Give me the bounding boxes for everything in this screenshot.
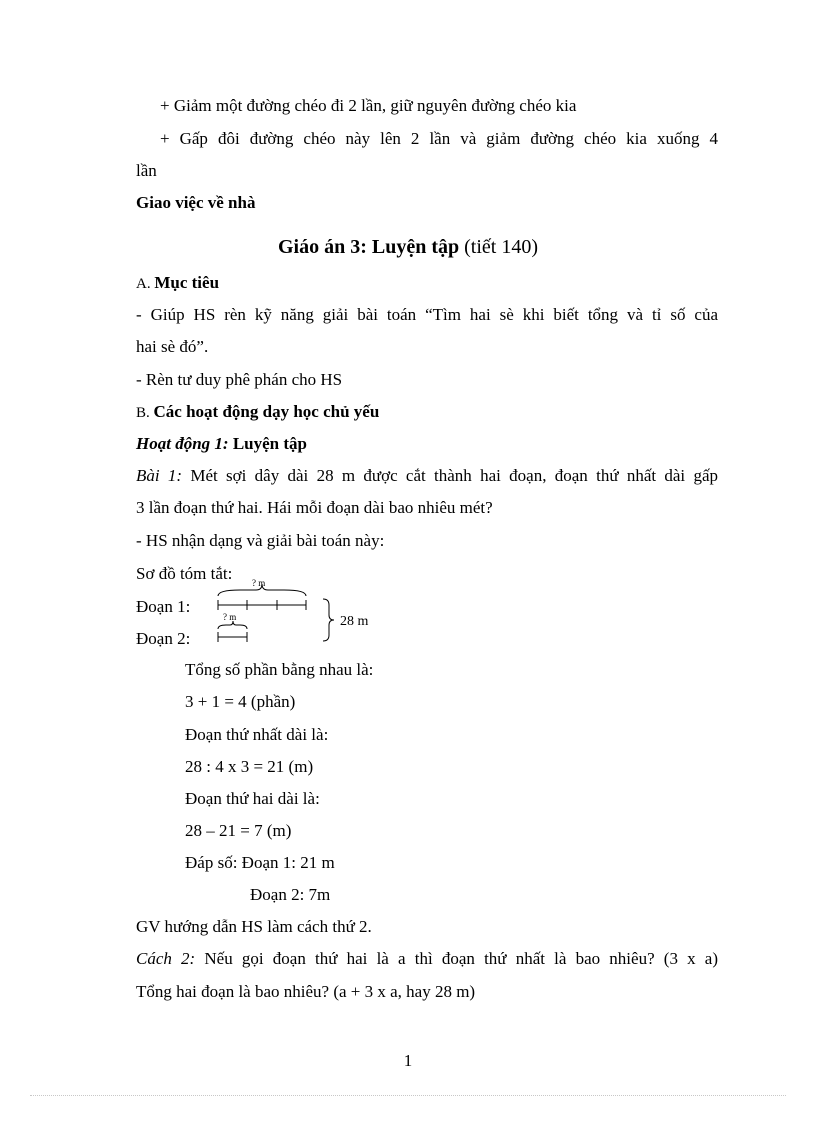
total-brace	[323, 599, 334, 641]
segment-1-brace	[218, 584, 306, 596]
section-a-title: Mục tiêu	[154, 273, 220, 292]
bullet-line-1: + Giảm một đường chéo đi 2 lần, giữ nguyên đường chéo kia	[160, 96, 577, 115]
bullet-line-2: + Gấp đôi đường chéo này lên 2 lần và giảm đường chéo kia xuống 4	[160, 129, 718, 148]
answer-line-2: Đoạn 2: 7m	[250, 885, 331, 904]
section-b-title: Các hoạt động dạy học chủ yếu	[153, 402, 380, 421]
lesson-title	[0, 234, 816, 260]
method-2-intro: GV hướng dẫn HS làm cách thứ 2.	[136, 917, 372, 936]
solution-step-5: Đoạn thứ hai dài là:	[185, 789, 320, 808]
exercise-1-text: Mét sợi dây dài 28 m được cắt thành hai đoạn, đoạn thứ nhất dài gấp	[182, 466, 718, 485]
section-b-prefix: B.	[136, 405, 154, 421]
exercise-1-line-1	[136, 465, 718, 487]
diagram-row-1-label: Đoạn 1:	[136, 597, 191, 616]
footer-divider	[30, 1095, 786, 1096]
solution-step-1: Tổng số phần bằng nhau là:	[185, 660, 374, 679]
method-2-text: Nếu gọi đoạn thứ hai là a thì đoạn thứ nhất là bao nhiêu? (3 x a)	[195, 949, 719, 968]
answer-line-1: Đáp số: Đoạn 1: 21 m	[185, 853, 335, 872]
activity-1-title: Luyện tập	[228, 434, 307, 453]
section-b-heading	[136, 401, 718, 424]
section-a-prefix: A.	[136, 276, 155, 292]
segment-diagram	[200, 572, 400, 652]
solution-step-3: Đoạn thứ nhất dài là:	[185, 725, 329, 744]
solution-step-2: 3 + 1 = 4 (phần)	[185, 692, 296, 711]
page-number: 1	[403, 1051, 413, 1070]
total-length: 28 m	[340, 614, 369, 629]
method-2-label: Cách 2:	[136, 949, 196, 968]
lesson-title-bold: Giáo án 3: Luyện tập	[277, 236, 460, 258]
lesson-title-period: (tiết 140)	[459, 236, 539, 258]
objective-2: - Rèn tư duy phê phán cho HS	[136, 370, 343, 389]
segment-1-question: ? m	[252, 578, 266, 588]
section-a-heading	[136, 272, 718, 295]
homework-heading: Giao việc về nhà	[136, 193, 256, 212]
activity-1-label: Hoạt động 1:	[136, 434, 229, 453]
objective-1-line-2: hai sè đó”.	[136, 337, 209, 356]
summary-label: Sơ đồ tóm tắt:	[136, 564, 233, 583]
segment-2-brace	[218, 621, 247, 629]
bullet-line-2-continued: lần	[136, 161, 157, 180]
exercise-1-line-3: - HS nhận dạng và giải bài toán này:	[136, 531, 385, 550]
exercise-1-line-2: 3 lần đoạn thứ hai. Hái mỗi đoạn dài bao nhiêu mét?	[136, 498, 493, 517]
solution-step-4: 28 : 4 x 3 = 21 (m)	[185, 757, 314, 776]
objective-1-line-1: - Giúp HS rèn kỹ năng giải bài toán “Tìm hai sè khi biết tổng và tỉ số của	[136, 305, 718, 324]
method-2-line-1	[136, 948, 718, 970]
diagram-row-2-label: Đoạn 2:	[136, 629, 191, 648]
segment-2-question: ? m	[223, 612, 237, 622]
exercise-1-label: Bài 1:	[136, 466, 183, 485]
activity-1-heading	[136, 433, 718, 455]
method-2-line-2: Tổng hai đoạn là bao nhiêu? (a + 3 x a, hay 28 m)	[136, 982, 476, 1001]
solution-step-6: 28 – 21 = 7 (m)	[185, 821, 292, 840]
